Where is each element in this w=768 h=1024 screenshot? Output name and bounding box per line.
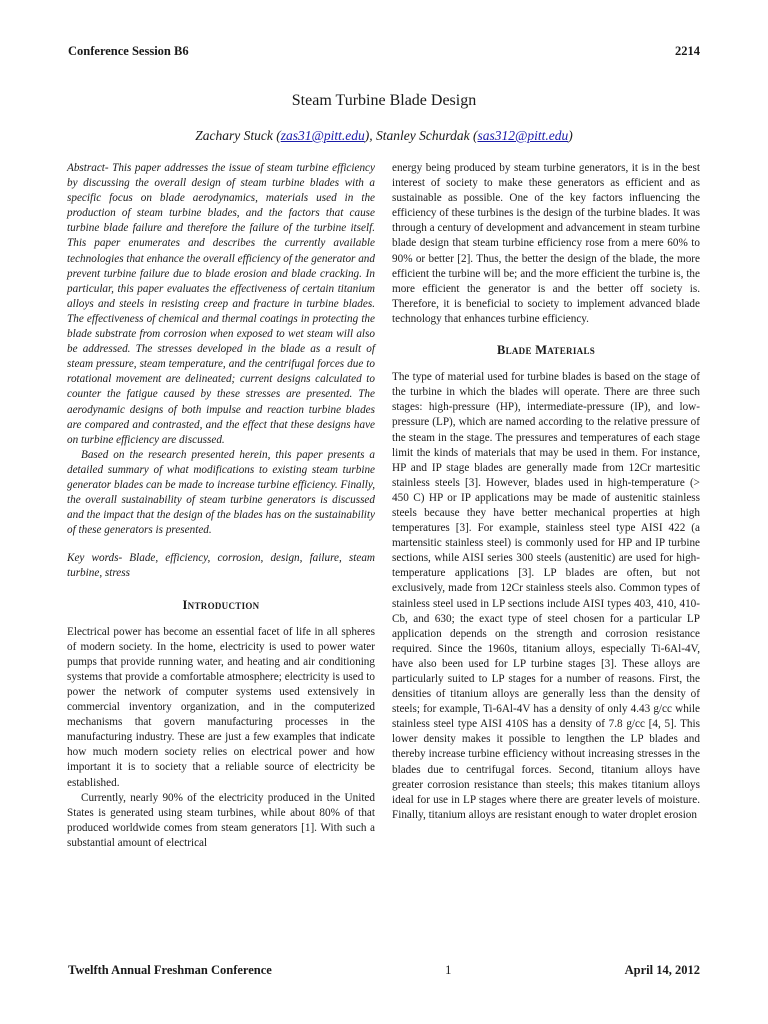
keywords: Key words- Blade, efficiency, corrosion, design, failure, steam turbine, stress [67,552,375,580]
page-footer [68,963,700,978]
session-label: Conference Session B6 [68,44,189,58]
materials-paragraph-1: The type of material used for turbine blades is based on the stage of the turbine in which the blades will operate. There are three such stages: high-pressure (HP), intermediate-pressure (IP), and low-pressure (LP), which are named according to the relative pressure of the steam in the stage. The pressures and temperatures of each stage limit the kinds of materials that may be used in them. For instance, HP and IP stage blades are generally made from 12Cr martesitic stainless steels [3]. However, blades used in high-temperature (> 450 C) HP or IP applications may be made of austenitic stainless steels because they have better mechanical properties at high temperatures [3]. For example, stainless steel type AISI 422 (a martensitic stainless steel) is commonly used for HP and IP turbine sections, while AISI series 300 steels (austenitic) are used for high-temperature applications [3]. LP blades are often, but not exclusively, made from 12Cr stainless steels also. Common types of stainless steel used in LP sections include AISI types 403, 410, 410-Cb, and 630; the exact type of steel chosen for a particular LP application depends on the strength and corrosion resistance required. Since the 1960s, titanium alloys, especially Ti-6Al-4V, have also been used for LP turbine stages [3]. These alloys are particularly suited to LP stages for a number of reasons. First, the densities of titanium alloys are generally less than the density of steels; for example, Ti-6Al-4V has a density of only 4.43 g/cc while stainless steel type AISI 410S has a density of 7.8 g/cc [4, 5]. This lower density makes it possible to lengthen the LP blades and thereby increase turbine efficiency without increasing stresses in the blades due to centrifugal forces. Second, titanium alloys have greater corrosion resistance than steels; this makes titanium alloys ideal for use in LP stages where there are greater levels of moisture. Finally, titanium alloys are resistant enough to water droplet erosion [392,371,700,821]
author1-email-link[interactable]: zas31@pitt.edu [280,128,365,143]
paper-number: 2214 [675,44,700,58]
right-column [392,161,700,823]
author-line [0,128,768,144]
page-header [68,44,700,59]
abstract-paragraph: Abstract- This paper addresses the issue of steam turbine efficiency by discussing the overall design of steam turbine blades with a specific focus on blade aerodynamics, materials used in the production of steam turbine blades, and the factors that cause turbine blade failure and therefore the failure of the turbine itself. This paper enumerates and describes the currently available technologies that enhance the overall efficiency of the generator and prevent turbine failure due to blade erosion and blade cracking. In particular, this paper evaluates the effectiveness of certain titanium alloys and steels in resisting creep and fracture in turbine blades. The effectiveness of chemical and thermal coatings in protecting the blade substrate from corrosion when exposed to wet steam will also be addressed. The stresses developed in the blade as a result of steam pressure, steam temperature, and the centrifugal forces due to rotational movement are delineated; current designs calculated to counter the fatigue caused by these stresses are presented. The aerodynamic designs of both impulse and reaction turbine blades are compared and contrasted, and the effect that these designs have on turbine efficiency are discussed. [67,162,375,446]
blade-materials-heading: Blade Materials [496,343,596,358]
abstract-paragraph-2: Based on the research presented herein, this paper presents a detailed summary of what modifications to existing steam turbine generator blades can be made to increase turbine efficiency. Finally, the overall sustainability of steam turbine generators is discussed and the impact that the design of the blades has on the sustainability of these generators is presented. [67,448,375,537]
conference-name: Twelfth Annual Freshman Conference [68,963,272,977]
conference-date: April 14, 2012 [624,963,700,977]
page-number: 1 [445,963,452,977]
left-column [67,161,375,851]
author-separator: ), Stanley Schurdak ( [364,128,478,143]
author-close: ) [568,128,573,143]
intro-paragraph-2-continued: energy being produced by steam turbine generators, it is in the best interest of society to make these generators as efficient and as sustainable as possible. One of the key factors influencing the efficiency of these turbines is the design of the turbine blades. It was through a century of development and advancement in steam turbine blade design that steam turbine efficiency rose from a mere 60% to 90% or better [2]. Thus, the better the design of the blade, the more efficient the turbine will be; and the more efficient the turbine is, the more efficient the generator is and the better off society is. Therefore, it is beneficial to society to implement advanced blade technology that enhances turbine efficiency. [392,162,700,325]
intro-paragraph-2: Currently, nearly 90% of the electricity produced in the United States is generated using steam turbines, while about 80% of that produced worldwide comes from steam generators [1]. With such a substantial amount of electrical [67,791,375,849]
author1-name: Zachary Stuck ( [195,128,281,143]
intro-paragraph-1: Electrical power has become an essential facet of life in all spheres of modern society. In the home, electricity is used to power water pumps that provide running water, and heating and air conditioning systems that provide a comfortable atmosphere; electricity is used to power the network of computer systems used extensively in commercial inventory organization, and in the computerized mechanisms that govern manufacturing processes in the manufacturing industry. These are just a few examples that indicate how much modern society relies on electrical power and how important it is to society that a reliable source of electricity be established. [67,625,375,789]
introduction-heading: Introduction [182,597,260,612]
author2-email-link[interactable]: sas312@pitt.edu [477,128,569,143]
paper-title: Steam Turbine Blade Design [291,92,477,109]
